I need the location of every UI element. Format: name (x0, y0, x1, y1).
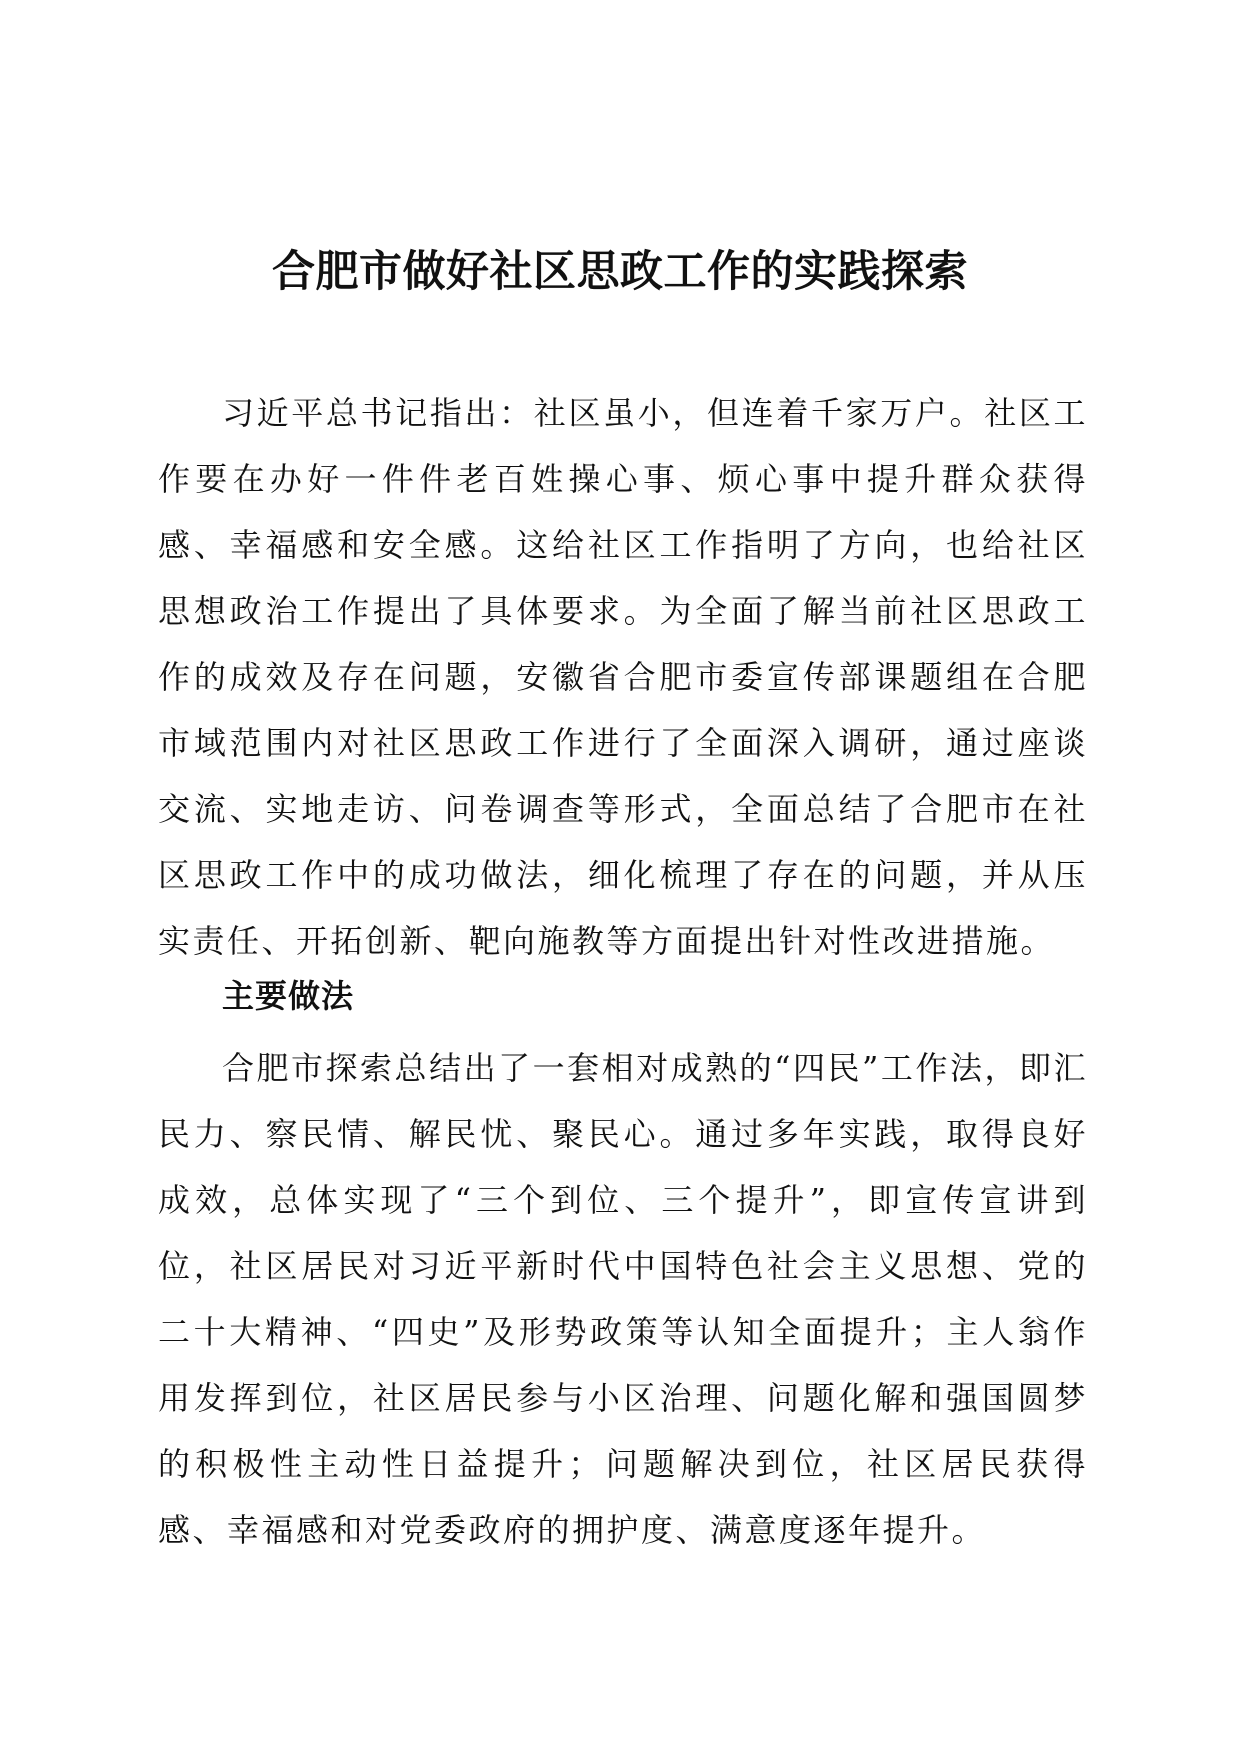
body-paragraph: 合肥市探索总结出了一套相对成熟的“四民”工作法，即汇民力、察民情、解民忧、聚民心。通过多年实践，取得良好成效，总体实现了“三个到位、三个提升”，即宣传宣讲到位，社区居民对习近平新时代中国特色社会主义思想、党的二十大精神、“四史”及形势政策等认知全面提升；主人翁作用发挥到位，社区居民参与小区治理、问题化解和强国圆梦的积极性主动性日益提升；问题解决到位，社区居民获得感、幸福感和对党委政府的拥护度、满意度逐年提升。 (158, 1049, 1088, 1549)
intro-paragraph: 习近平总书记指出：社区虽小，但连着千家万户。社区工作要在办好一件件老百姓操心事、烦心事中提升群众获得感、幸福感和安全感。这给社区工作指明了方向，也给社区思想政治工作提出了具体要求。为全面了解当前社区思政工作的成效及存在问题，安徽省合肥市委宣传部课题组在合肥市域范围内对社区思政工作进行了全面深入调研，通过座谈交流、实地走访、问卷调查等形式，全面总结了合肥市在社区思政工作中的成功做法，细化梳理了存在的问题，并从压实责任、开拓创新、靶向施教等方面提出针对性改进措施。 (158, 394, 1088, 960)
document-title: 合肥市做好社区思政工作的实践探索 (272, 247, 968, 297)
section-heading: 主要做法 (222, 977, 355, 1015)
